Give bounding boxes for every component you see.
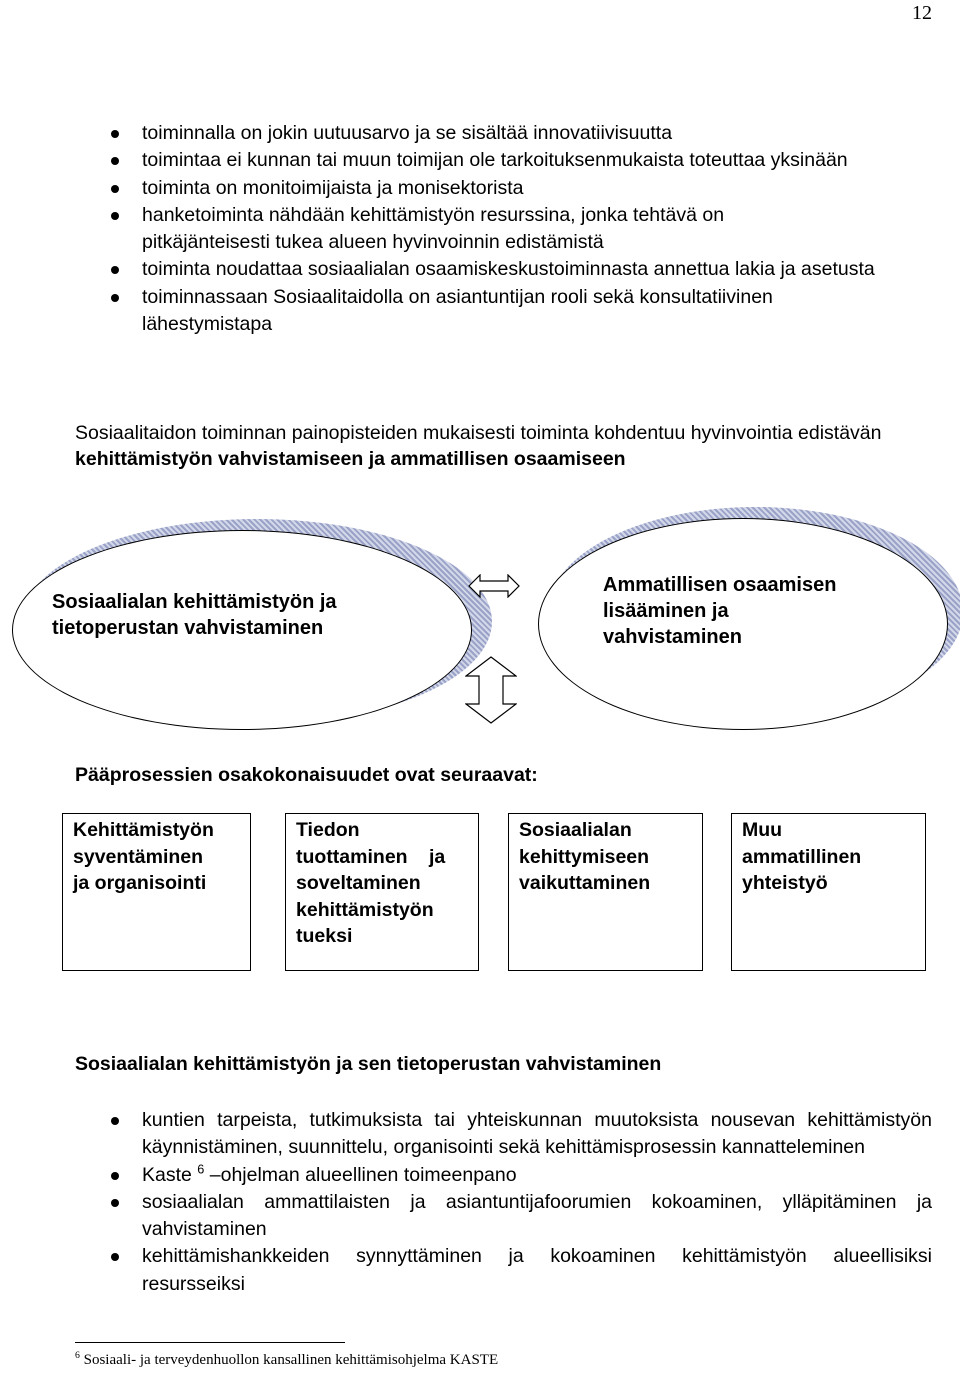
subprocess-box-4: Muu ammatillinen yhteistyö	[731, 813, 926, 971]
list-item: toiminta on monitoimijaista ja monisektorista	[75, 175, 910, 202]
intro-bullet-list	[75, 120, 910, 338]
bullet-icon	[111, 212, 119, 220]
section-heading: Sosiaalialan kehittämistyön ja sen tietoperustan vahvistaminen	[75, 1053, 662, 1075]
bullet-icon	[111, 1117, 119, 1125]
list-item: kehittämishankkeiden synnyttäminen ja kokoaminen kehittämistyön alueellisiksi resursseiksi	[75, 1243, 932, 1298]
right-ellipse-text: Ammatillisen osaamisen lisääminen ja vahvistaminen	[603, 574, 837, 648]
bullet-icon	[111, 1253, 119, 1261]
subprocess-heading: Pääprosessien osakokonaisuudet ovat seuraavat:	[75, 764, 538, 786]
bullet-icon	[111, 157, 119, 165]
bullet-icon	[111, 266, 119, 274]
bullet-icon	[111, 130, 119, 138]
list-item: toimintaa ei kunnan tai muun toimijan ole tarkoituksenmukaista toteuttaa yksinään	[75, 147, 910, 174]
double-arrow-vertical-icon	[465, 656, 517, 724]
list-item: Kaste $^6$ –ohjelman alueellinen toimeenpano	[75, 1162, 932, 1189]
bullet-icon	[111, 185, 119, 193]
list-item: hanketoiminta nähdään kehittämistyön resurssina, jonka tehtävä on pitkäjänteisesti tukea alueen hyvinvoinnin edistämistä	[75, 202, 910, 257]
focus-paragraph: Sosiaalitaidon toiminnan painopisteiden mukaisesti toiminta kohdentuu hyvinvointia edistävän kehittämistyön vahvistamiseen ja ammatillisen osaamiseen	[75, 422, 882, 470]
list-item: toiminta noudattaa sosiaalialan osaamiskeskustoiminnasta annettua lakia ja asetusta	[75, 256, 910, 283]
subprocess-box-3: Sosiaalialan kehittymiseen vaikuttaminen	[508, 813, 703, 971]
list-item: toiminnalla on jokin uutuusarvo ja se sisältää innovatiivisuutta	[75, 120, 910, 147]
list-item: sosiaalialan ammattilaisten ja asiantuntijafoorumien kokoaminen, ylläpitäminen ja vahvistaminen	[75, 1189, 932, 1244]
list-item: kuntien tarpeista, tutkimuksista tai yhteiskunnan muutoksista nousevan kehittämistyön käynnistäminen, suunnittelu, organisointi sekä kehittämisprosessin kannatteleminen	[75, 1107, 932, 1162]
double-arrow-horizontal-icon	[468, 574, 520, 598]
page-number: 12	[912, 2, 932, 24]
footnote: $^6$ Sosiaali- ja terveydenhuollon kansallinen kehittämisohjelma KASTE	[75, 1350, 499, 1368]
subprocess-box-1: Kehittämistyön syventäminen ja organisointi	[62, 813, 251, 971]
subprocess-box-2: Tiedon tuottaminen ja soveltaminen kehittämistyön tueksi	[285, 813, 479, 971]
left-ellipse-text: Sosiaalialan kehittämistyön ja tietoperustan vahvistaminen	[52, 591, 337, 639]
bullet-icon	[111, 1199, 119, 1207]
footnote-divider	[75, 1342, 345, 1343]
bullet-icon	[111, 294, 119, 302]
section-bullet-list	[75, 1107, 932, 1298]
bullet-icon	[111, 1172, 119, 1180]
list-item: toiminnassaan Sosiaalitaidolla on asiantuntijan rooli sekä konsultatiivinen lähestymistapa	[75, 284, 910, 339]
